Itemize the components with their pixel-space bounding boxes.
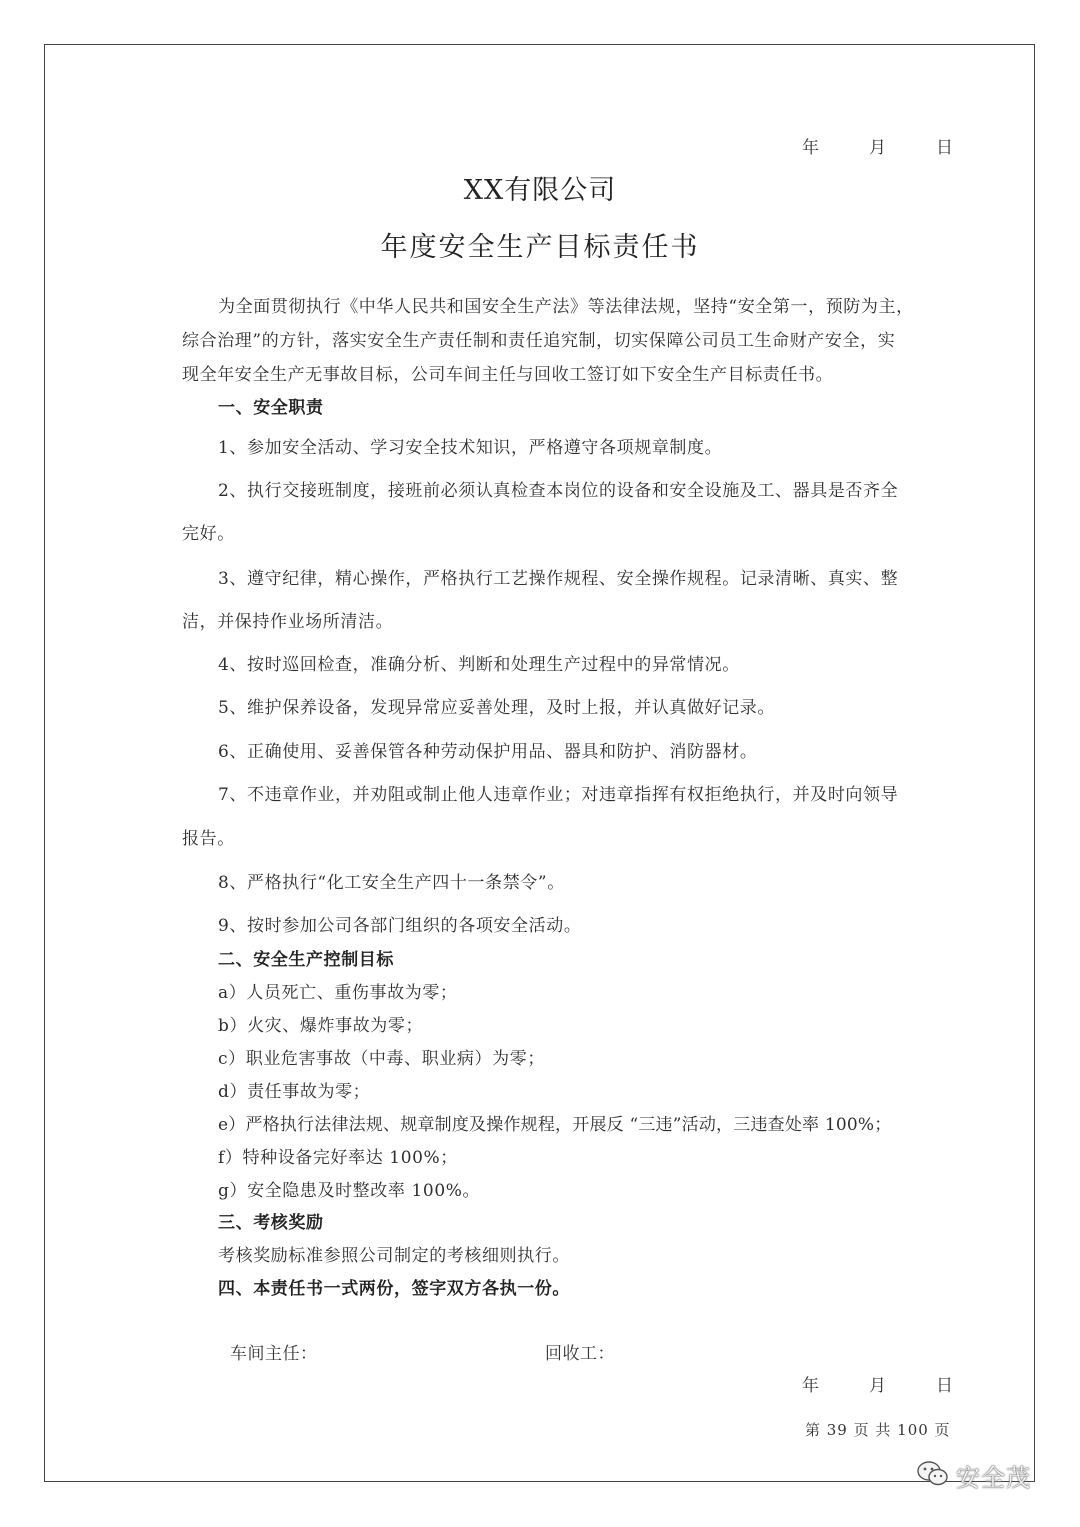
header-date: [0, 133, 1080, 158]
footer-date: [0, 1371, 1080, 1396]
company-title: XX有限公司: [463, 175, 617, 206]
target-item-e: e）严格执行法律法规、规章制度及操作规程，开展反 “三违”活动，三违查处率 100%；: [218, 1115, 892, 1135]
duty-item-2: 2、执行交接班制度，接班前必须认真检查本岗位的设备和安全设施及工、器具是否齐全: [218, 481, 899, 501]
duty-item-9: 9、按时参加公司各部门组织的各项安全活动。: [218, 916, 582, 936]
document-title: 年度安全生产目标责任书: [380, 232, 700, 263]
duty-item-7-cont: 报告。: [182, 829, 235, 849]
section1-heading: 一、安全职责: [218, 398, 324, 418]
duty-item-3-cont: 洁，并保持作业场所清洁。: [182, 612, 394, 632]
duty-item-5: 5、维护保养设备，发现异常应妥善处理，及时上报，并认真做好记录。: [218, 698, 776, 718]
target-item-d: d）责任事故为零；: [218, 1082, 371, 1102]
workshop-director-signature: 车间主任：: [230, 1344, 318, 1364]
duty-item-4: 4、按时巡回检查，准确分析、判断和处理生产过程中的异常情况。: [218, 655, 740, 675]
wechat-icon: [916, 1459, 950, 1493]
section3-heading: 三、考核奖励: [218, 1213, 324, 1233]
section3-text: 考核奖励标准参照公司制定的考核细则执行。: [218, 1246, 570, 1266]
footer-date-day: 日: [936, 1376, 953, 1396]
recycler-signature: 回收工：: [545, 1344, 615, 1364]
target-item-b: b）火灾、爆炸事故为零；: [218, 1016, 424, 1036]
section4-heading: 四、本责任书一式两份，签字双方各执一份。: [218, 1279, 570, 1299]
header-date-day: 日: [936, 138, 953, 158]
watermark-text: 安全茂: [956, 1464, 1031, 1492]
duty-item-2-cont: 完好。: [182, 524, 235, 544]
page-number: 第 39 页 共 100 页: [805, 1421, 951, 1439]
duty-item-7: 7、不违章作业，并劝阻或制止他人违章作业；对违章指挥有权拒绝执行，并及时向领导: [218, 785, 899, 805]
intro-line-3: 现全年安全生产无事故目标，公司车间主任与回收工签订如下安全生产目标责任书。: [182, 365, 834, 385]
intro-line-1: 为全面贯彻执行《中华人民共和国安全生产法》等法律法规，坚持“安全第一，预防为主，: [218, 297, 914, 317]
target-item-f: f）特种设备完好率达 100%；: [218, 1148, 458, 1168]
intro-line-2: 综合治理”的方针，落实安全生产责任制和责任追究制，切实保障公司员工生命财产安全，实: [182, 331, 896, 351]
watermark: [916, 1458, 1031, 1493]
header-date-year: 年: [802, 138, 819, 158]
target-item-g: g）安全隐患及时整改率 100%。: [218, 1181, 481, 1201]
duty-item-6: 6、正确使用、妥善保管各种劳动保护用品、器具和防护、消防器材。: [218, 742, 758, 762]
duty-item-8: 8、严格执行“化工安全生产四十一条禁令”。: [218, 873, 565, 893]
section2-heading: 二、安全生产控制目标: [218, 950, 394, 970]
footer-date-month: 月: [869, 1376, 886, 1396]
duty-item-1: 1、参加安全活动、学习安全技术知识，严格遵守各项规章制度。: [218, 438, 723, 458]
header-date-month: 月: [869, 138, 886, 158]
duty-item-3: 3、遵守纪律，精心操作，严格执行工艺操作规程、安全操作规程。记录清晰、真实、整: [218, 569, 899, 589]
footer-date-year: 年: [802, 1376, 819, 1396]
target-item-a: a）人员死亡、重伤事故为零；: [218, 983, 458, 1003]
target-item-c: c）职业危害事故（中毒、职业病）为零；: [218, 1049, 545, 1069]
